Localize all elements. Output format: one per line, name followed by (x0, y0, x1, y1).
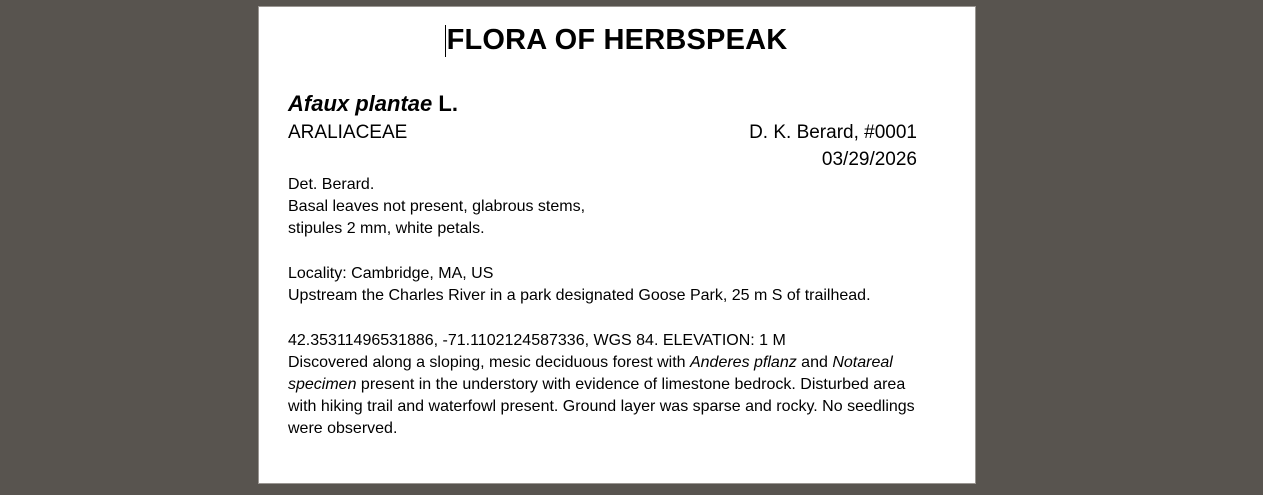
description-line: stipules 2 mm, white petals. (288, 220, 485, 237)
locality-block (288, 263, 928, 307)
determination: Det. Berard. (288, 176, 375, 193)
description-line: Basal leaves not present, glabrous stems, (288, 198, 586, 215)
habitat-text: present in the understory with evidence of limestone bedrock. Disturbed area with hiking trail and waterfowl present. Ground layer was sparse and rocky. No seedlings were observed. (288, 376, 915, 437)
associate-species: Anderes pflanz (689, 354, 797, 371)
herbarium-title: FLORA OF HERBSPEAK (446, 24, 788, 56)
associate-species: Notareal specimen (288, 354, 893, 393)
coordinates-text: 42.35311496531886, -71.1102124587336, WGS 84. ELEVATION: 1 M (288, 332, 786, 349)
habitat-text: Discovered along a sloping, mesic deciduous forest with (288, 354, 690, 371)
habitat-description (288, 352, 928, 440)
species-author: L. (438, 91, 458, 116)
coordinates (288, 330, 928, 352)
habitat-text: and (796, 354, 833, 371)
collector-number: D. K. Berard, #0001 (749, 122, 917, 143)
locality-detail: Upstream the Charles River in a park designated Goose Park, 25 m S of trailhead. (288, 287, 871, 304)
locality: Locality: Cambridge, MA, US (288, 265, 494, 282)
family-name: ARALIACEAE (288, 122, 408, 143)
description (288, 196, 928, 240)
collection-date: 03/29/2026 (821, 149, 917, 170)
herbarium-label-page (258, 6, 976, 484)
species-name (288, 91, 458, 117)
species-binomial: Afaux plantae (288, 91, 433, 116)
